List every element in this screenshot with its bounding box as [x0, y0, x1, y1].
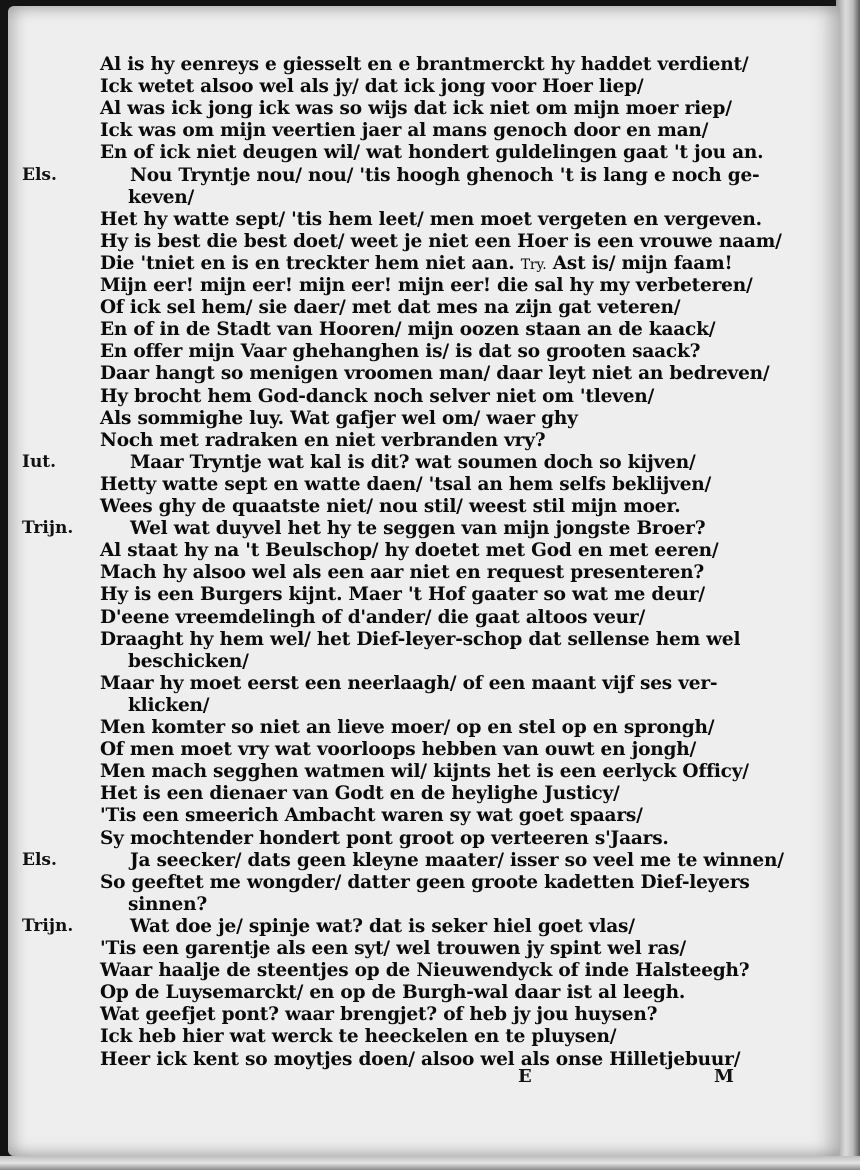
verse-line-text: Al staat hy na 't Beulschop/ hy doetet met God en met eeren/ — [100, 540, 719, 562]
verse-line — [100, 430, 760, 451]
verse-line-text: Wat geefjet pont? waar brengjet? of heb jy jou huysen? — [100, 1004, 658, 1026]
speaker-label: Els. — [22, 849, 57, 870]
verse-line-text: Men komter so niet an lieve moer/ op en stel op en sprongh/ — [100, 717, 715, 738]
verse-line-text: klicken/ — [128, 694, 210, 716]
verse-line-text: Ja seecker/ dats geen kleyne maater/ isser so veel me te winnen/ — [130, 849, 784, 871]
verse-line-text: Die 'tniet en is en treckter hem niet aan. — [100, 252, 515, 274]
verse-line-text: So geeftet me wongder/ datter geen groote kadetten Dief-leyers — [100, 871, 750, 893]
verse-line-text: En of in de Stadt van Hooren/ mijn oozen staan an de kaack/ — [100, 319, 716, 341]
book-page — [8, 6, 840, 1156]
verse-line — [100, 1049, 760, 1070]
verse-line-text: Ick was om mijn veertien jaer al mans genoch door en man/ — [100, 120, 709, 142]
verse-line — [100, 408, 760, 429]
verse-line — [128, 894, 788, 915]
speaker-label: Trijn. — [22, 518, 74, 539]
verse-line — [100, 960, 760, 981]
verse-line-text: Ick heb hier wat werck te heeckelen en te pluysen/ — [100, 1026, 617, 1048]
verse-line-text: Hy is een Burgers kijnt. Maer 't Hof gaater so wat me deur/ — [100, 584, 705, 606]
verse-line-text-after: Ast is/ mijn faam! — [552, 252, 733, 274]
verse-line-text: Maar Tryntje wat kal is dit? wat soumen doch so kijven/ — [130, 451, 696, 473]
verse-line-text: Of men moet vry wat voorloops hebben van ouwt en jongh/ — [100, 739, 697, 761]
verse-line — [100, 142, 764, 164]
verse-line — [128, 695, 788, 716]
verse-line-text: Wat doe je/ spinje wat? dat is seker hiel goet vlas/ — [130, 915, 635, 937]
verse-line — [100, 739, 760, 760]
verse-line — [130, 518, 790, 539]
verse-line — [128, 651, 788, 672]
verse-line-text: Hetty watte sept en watte daen/ 'tsal an hem selfs beklijven/ — [100, 473, 712, 495]
verse-line-text: beschicken/ — [128, 650, 249, 672]
catchword: M — [714, 1066, 734, 1087]
verse-line — [100, 562, 760, 583]
verse-line-text: Op de Luysemarckt/ en op de Burgh-wal daar ist al leegh. — [100, 982, 686, 1004]
verse-line — [100, 54, 760, 75]
verse-line-text: Nou Tryntje nou/ nou/ 'tis hoogh ghenoch 't is lang e noch ge- — [130, 164, 760, 186]
verse-line-text: Waar haalje de steentjes op de Nieuwendyck of inde Halsteegh? — [100, 960, 750, 982]
verse-line-text: Men mach segghen watmen wil/ kijnts het is een eerlyck Officy/ — [100, 761, 749, 783]
verse-line-text: D'eene vreemdelingh of d'ander/ die gaat altoos veur/ — [100, 606, 646, 628]
verse-line — [100, 828, 760, 849]
verse-line-text: Al is hy eenreys e giesselt en e brantmerckt hy haddet verdient/ — [100, 54, 749, 75]
verse-line-text: En of ick niet deugen wil/ wat hondert guldelingen gaat 't jou an. — [100, 142, 764, 164]
verse-line — [100, 386, 760, 407]
signature-mark: E — [518, 1066, 532, 1087]
verse-line-text: Noch met radraken en niet verbranden vry? — [100, 429, 546, 451]
verse-line-text: Of ick sel hem/ sie daer/ met dat mes na zijn gat veteren/ — [100, 297, 681, 319]
verse-line-text: Als sommighe luy. Wat gafjer wel om/ waer ghy — [100, 407, 578, 429]
verse-line-text: Daar hangt so menigen vroomen man/ daar leyt niet an bedreven/ — [100, 363, 770, 385]
verse-line-text: Het hy watte sept/ 'tis hem leet/ men moet vergeten en vergeven. — [100, 208, 762, 230]
verse-line — [130, 452, 790, 473]
verse-line — [100, 540, 760, 561]
verse-line — [130, 916, 790, 937]
verse-line — [130, 850, 790, 871]
verse-line — [130, 165, 790, 186]
verse-line-text: Ick wetet alsoo wel als jy/ dat ick jong voor Hoer liep/ — [100, 76, 644, 98]
verse-line — [100, 275, 760, 296]
verse-line — [100, 1026, 760, 1047]
verse-line-text: Mach hy alsoo wel als een aar niet en request presenteren? — [100, 562, 705, 584]
verse-line — [100, 76, 760, 97]
verse-line — [100, 98, 760, 119]
verse-line — [100, 872, 760, 893]
verse-line — [100, 474, 760, 495]
speaker-label: Trijn. — [22, 915, 74, 936]
verse-line-text: 'Tis een smeerich Ambacht waren sy wat goet spaars/ — [100, 805, 643, 827]
verse-line — [100, 253, 760, 276]
verse-line — [100, 982, 760, 1003]
verse-line-text: Hy brocht hem God-danck noch selver niet om 'tleven/ — [100, 385, 655, 407]
verse-line-text: Maar hy moet eerst een neerlaagh/ of een maant vijf ses ver- — [100, 672, 718, 694]
verse-line-text: Draaght hy hem wel/ het Dief-leyer-schop dat sellense hem wel — [100, 628, 741, 650]
verse-line-text: Wel wat duyvel het hy te seggen van mijn jongste Broer? — [130, 518, 706, 540]
verse-line — [100, 363, 770, 385]
verse-line — [100, 805, 760, 826]
verse-line — [100, 717, 760, 738]
verse-line — [100, 120, 760, 141]
verse-line-text: Heer ick kent so moytjes doen/ alsoo wel als onse Hilletjebuur/ — [100, 1048, 741, 1070]
verse-line — [100, 1004, 760, 1025]
verse-line — [100, 319, 760, 340]
inline-speaker-label: Try. — [520, 256, 547, 273]
verse-line-text: Wees ghy de quaatste niet/ nou stil/ weest stil mijn moer. — [100, 496, 681, 517]
page-edge-bottom — [0, 1156, 860, 1170]
verse-line — [100, 297, 760, 318]
verse-line-text: Sy mochtender hondert pont groot op verteeren s'Jaars. — [100, 827, 669, 849]
verse-line — [100, 209, 760, 230]
verse-line-text: Hy is best die best doet/ weet je niet een Hoer is een vrouwe naam/ — [100, 230, 782, 252]
verse-line — [100, 783, 760, 804]
verse-line-text: Het is een dienaer van Godt en de heylighe Justicy/ — [100, 783, 620, 805]
verse-line — [128, 187, 788, 208]
verse-line — [100, 584, 760, 605]
verse-line — [100, 341, 760, 362]
verse-line-text: keven/ — [128, 186, 195, 208]
verse-line — [100, 673, 760, 694]
speaker-label: Iut. — [22, 451, 57, 472]
verse-line — [100, 761, 760, 782]
verse-line-text: sinnen? — [128, 893, 208, 915]
verse-line-text: Mijn eer! mijn eer! mijn eer! mijn eer! die sal hy my verbeteren/ — [100, 275, 753, 296]
verse-line — [100, 230, 782, 252]
verse-line — [100, 496, 760, 517]
verse-line — [100, 607, 760, 628]
verse-line-text: En offer mijn Vaar ghehanghen is/ is dat so grooten saack? — [100, 341, 701, 363]
verse-line — [100, 938, 760, 959]
verse-line-text: 'Tis een garentje als een syt/ wel trouwen jy spint wel ras/ — [100, 938, 686, 959]
verse-line-text: Al was ick jong ick was so wijs dat ick niet om mijn moer riep/ — [100, 98, 732, 120]
verse-line — [100, 629, 760, 650]
speaker-label: Els. — [22, 164, 57, 185]
